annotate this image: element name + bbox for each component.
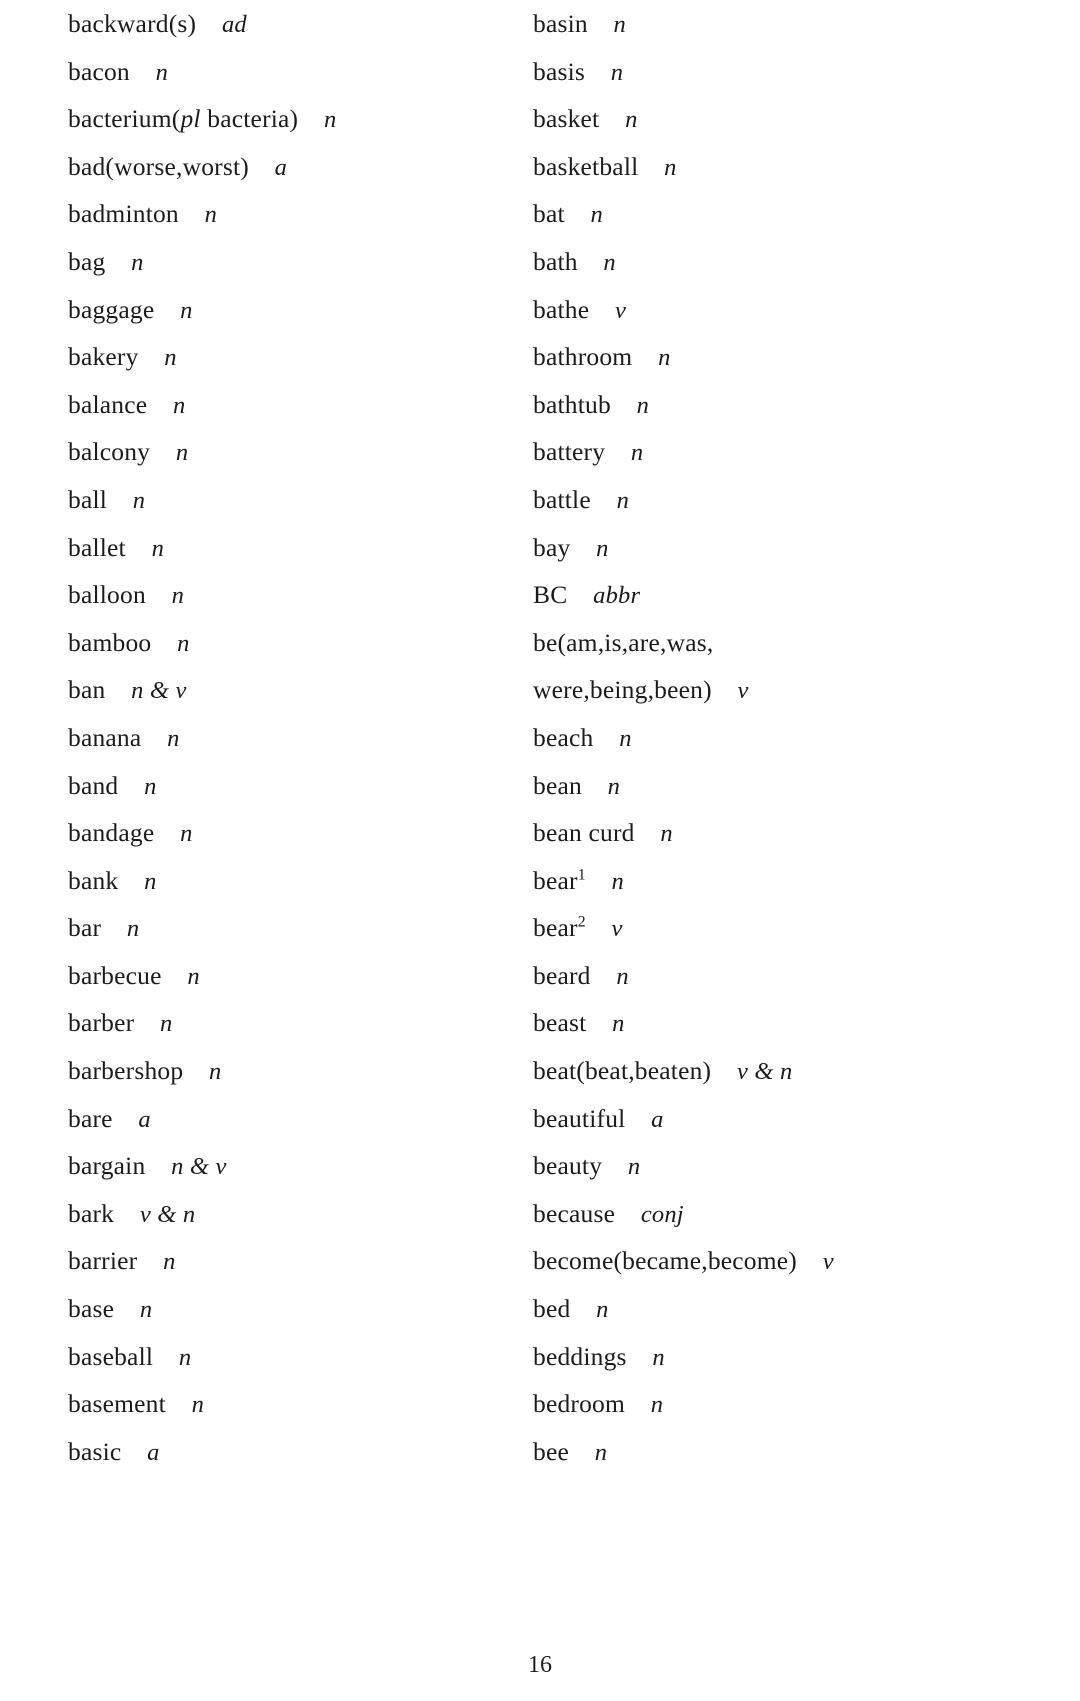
entry-part-of-speech: n	[172, 391, 186, 419]
entry-headword: bacterium(pl bacteria)	[68, 104, 299, 134]
dictionary-entry	[68, 333, 538, 381]
entry-headword: ban	[68, 675, 106, 705]
entry-part-of-speech: n	[625, 106, 638, 134]
dictionary-entry	[533, 1190, 1003, 1238]
dictionary-entry	[68, 428, 538, 476]
entry-inline-italic: pl	[180, 104, 201, 134]
entry-part-of-speech: v & n	[736, 1058, 793, 1086]
entry-headword: bean curd	[533, 818, 635, 848]
entry-part-of-speech: n	[612, 1010, 625, 1038]
dictionary-entry	[68, 857, 538, 905]
dictionary-entry	[533, 762, 1003, 810]
entry-headword: bar	[68, 913, 102, 943]
entry-part-of-speech: ad	[221, 11, 247, 38]
entry-headword: beat(beat,beaten)	[533, 1056, 712, 1086]
entry-headword: basketball	[533, 151, 639, 181]
entry-headword: bamboo	[68, 627, 152, 657]
entry-headword: beard	[533, 960, 591, 990]
entry-part-of-speech: n	[167, 724, 180, 752]
dictionary-entry	[68, 1190, 538, 1238]
entry-headword: bedroom	[533, 1389, 626, 1419]
entry-part-of-speech: n	[144, 772, 157, 800]
dictionary-entry	[533, 666, 1003, 714]
dictionary-entry	[68, 524, 538, 572]
entry-part-of-speech: n & v	[131, 677, 187, 705]
entry-headword: bay	[533, 532, 571, 562]
dictionary-entry	[68, 1285, 538, 1333]
entry-headword: barber	[68, 1008, 135, 1038]
dictionary-entry	[68, 143, 538, 191]
entry-part-of-speech: n	[191, 1391, 205, 1419]
entry-part-of-speech: abbr	[593, 582, 641, 610]
dictionary-entry	[533, 1428, 1003, 1476]
entry-headword: bathe	[533, 294, 590, 324]
entry-headword: bear$^2$	[533, 913, 586, 943]
word-list-column-left	[68, 0, 538, 1475]
entry-part-of-speech: n	[616, 486, 630, 514]
entry-headword: become(became,become)	[533, 1246, 797, 1276]
entry-headword: bank	[68, 865, 119, 895]
entry-part-of-speech: v	[611, 915, 623, 943]
dictionary-entry	[68, 381, 538, 429]
dictionary-entry	[68, 809, 538, 857]
entry-headword: baggage	[68, 294, 155, 324]
entry-headword: battle	[533, 484, 591, 514]
entry-headword: bakery	[68, 342, 139, 372]
entry-part-of-speech: conj	[640, 1200, 684, 1228]
entry-part-of-speech: n	[658, 344, 671, 372]
dictionary-entry	[68, 1095, 538, 1143]
entry-part-of-speech: a	[274, 153, 288, 181]
dictionary-entry	[533, 286, 1003, 334]
entry-part-of-speech: n	[650, 1391, 664, 1419]
entry-part-of-speech: n	[594, 1438, 608, 1466]
entry-headword: basement	[68, 1389, 166, 1419]
entry-headword: beast	[533, 1008, 587, 1038]
entry-part-of-speech: n	[652, 1343, 665, 1371]
dictionary-entry	[533, 571, 1003, 619]
entry-part-of-speech: n	[596, 534, 609, 562]
entry-part-of-speech: v	[822, 1248, 834, 1276]
entry-headword: bed	[533, 1294, 571, 1324]
entry-part-of-speech: n	[180, 296, 193, 324]
dictionary-entry	[68, 238, 538, 286]
dictionary-entry	[533, 1333, 1003, 1381]
entry-part-of-speech: n	[627, 1153, 641, 1181]
entry-headword: ball	[68, 484, 108, 514]
entry-part-of-speech: n	[131, 248, 144, 276]
entry-headword: beautiful	[533, 1103, 626, 1133]
dictionary-entry	[68, 1237, 538, 1285]
dictionary-entry	[68, 952, 538, 1000]
entry-headword: bat	[533, 199, 565, 229]
entry-headword: baseball	[68, 1341, 154, 1371]
dictionary-entry	[533, 714, 1003, 762]
entry-part-of-speech: v & n	[139, 1200, 196, 1228]
entry-headword: bean	[533, 770, 582, 800]
entry-headword: because	[533, 1198, 616, 1228]
dictionary-entry	[533, 1047, 1003, 1095]
entry-part-of-speech: n	[160, 1010, 173, 1038]
entry-headword: be(am,is,are,was,	[533, 627, 714, 657]
dictionary-entry	[68, 999, 538, 1047]
entry-part-of-speech: n	[178, 1343, 192, 1371]
word-list-column-right	[533, 0, 1003, 1475]
dictionary-entry	[533, 1237, 1003, 1285]
entry-part-of-speech: n	[603, 248, 616, 276]
dictionary-entry	[68, 190, 538, 238]
entry-part-of-speech: n	[596, 1296, 609, 1324]
entry-homograph-superscript: 1	[577, 866, 586, 884]
entry-part-of-speech: n	[187, 962, 200, 990]
entry-part-of-speech: n	[171, 582, 185, 610]
entry-part-of-speech: n	[630, 439, 644, 467]
entry-part-of-speech: n	[204, 201, 218, 229]
entry-headword: bathroom	[533, 342, 633, 372]
dictionary-entry	[533, 999, 1003, 1047]
entry-headword: basic	[68, 1436, 122, 1466]
entry-headword: beach	[533, 722, 594, 752]
dictionary-entry	[68, 1142, 538, 1190]
dictionary-entry	[533, 190, 1003, 238]
entry-headword: battery	[533, 437, 606, 467]
dictionary-entry	[533, 1142, 1003, 1190]
entry-part-of-speech: n	[660, 820, 673, 848]
entry-part-of-speech: n	[610, 58, 624, 86]
entry-headword: balloon	[68, 580, 146, 610]
dictionary-entry	[68, 1047, 538, 1095]
dictionary-entry	[68, 476, 538, 524]
entry-part-of-speech: n	[139, 1296, 153, 1324]
page-number: 16	[528, 1652, 552, 1678]
entry-part-of-speech: n	[209, 1058, 222, 1086]
entry-part-of-speech: n	[164, 344, 177, 372]
entry-part-of-speech: n	[155, 58, 169, 86]
entry-headword: banana	[68, 722, 142, 752]
entry-headword: bare	[68, 1103, 113, 1133]
dictionary-entry	[68, 286, 538, 334]
dictionary-entry	[533, 143, 1003, 191]
dictionary-entry	[68, 95, 538, 143]
entry-part-of-speech: n	[613, 11, 626, 38]
dictionary-entry	[533, 1380, 1003, 1428]
dictionary-entry	[533, 428, 1003, 476]
entry-headword: barbershop	[68, 1056, 184, 1086]
entry-headword: band	[68, 770, 119, 800]
entry-part-of-speech: n	[636, 391, 650, 419]
entry-headword: bark	[68, 1198, 115, 1228]
dictionary-entry	[533, 238, 1003, 286]
entry-part-of-speech: n	[616, 962, 629, 990]
dictionary-entry	[68, 619, 538, 667]
entry-headword: bacon	[68, 56, 130, 86]
dictionary-entry	[68, 1333, 538, 1381]
dictionary-entry	[68, 904, 538, 952]
dictionary-entry	[68, 571, 538, 619]
entry-part-of-speech: n	[132, 486, 146, 514]
entry-headword: bargain	[68, 1151, 146, 1181]
entry-headword: bad(worse,worst)	[68, 151, 249, 181]
entry-part-of-speech: n	[151, 534, 165, 562]
dictionary-entry	[533, 1095, 1003, 1143]
entry-part-of-speech: n	[180, 820, 193, 848]
entry-headword: BC	[533, 580, 568, 610]
entry-headword: bandage	[68, 818, 155, 848]
entry-part-of-speech: v	[737, 677, 749, 705]
dictionary-entry	[533, 476, 1003, 524]
entry-part-of-speech: a	[138, 1105, 151, 1133]
entry-part-of-speech: n	[126, 915, 140, 943]
entry-headword: bag	[68, 246, 106, 276]
dictionary-entry	[533, 48, 1003, 96]
entry-headword: beauty	[533, 1151, 603, 1181]
entry-part-of-speech: n	[619, 724, 632, 752]
dictionary-entry	[533, 952, 1003, 1000]
entry-homograph-superscript: 2	[577, 913, 586, 931]
entry-headword: barrier	[68, 1246, 138, 1276]
dictionary-entry	[533, 333, 1003, 381]
entry-headword: basis	[533, 56, 585, 86]
dictionary-entry	[533, 857, 1003, 905]
dictionary-entry	[533, 809, 1003, 857]
entry-headword: backward(s)	[68, 9, 197, 38]
dictionary-entry	[68, 666, 538, 714]
entry-headword: bee	[533, 1436, 569, 1466]
dictionary-entry	[68, 714, 538, 762]
entry-part-of-speech: a	[147, 1438, 160, 1466]
entry-part-of-speech: n & v	[171, 1153, 227, 1181]
dictionary-entry	[533, 95, 1003, 143]
entry-headword: base	[68, 1294, 115, 1324]
entry-headword: bear$^1$	[533, 865, 586, 895]
dictionary-entry	[533, 619, 1003, 667]
dictionary-entry	[68, 48, 538, 96]
entry-part-of-speech: n	[607, 772, 621, 800]
entry-part-of-speech: n	[144, 867, 157, 895]
entry-headword: barbecue	[68, 960, 162, 990]
entry-part-of-speech: n	[323, 106, 337, 134]
entry-headword: bath	[533, 246, 578, 276]
entry-part-of-speech: n	[611, 867, 624, 895]
dictionary-entry	[68, 1380, 538, 1428]
entry-part-of-speech: a	[651, 1105, 664, 1133]
entry-headword: balcony	[68, 437, 151, 467]
entry-headword: basket	[533, 104, 600, 134]
dictionary-entry	[533, 524, 1003, 572]
entry-part-of-speech: n	[163, 1248, 176, 1276]
entry-headword: beddings	[533, 1341, 627, 1371]
entry-part-of-speech: n	[177, 629, 190, 657]
dictionary-entry	[68, 762, 538, 810]
dictionary-entry	[68, 1428, 538, 1476]
entry-headword: ballet	[68, 532, 126, 562]
dictionary-entry	[533, 904, 1003, 952]
entry-headword: basin	[533, 9, 588, 38]
entry-part-of-speech: n	[664, 153, 677, 181]
entry-headword: were,being,been)	[533, 675, 712, 705]
entry-part-of-speech: n	[590, 201, 603, 229]
entry-part-of-speech: n	[175, 439, 189, 467]
dictionary-entry	[533, 381, 1003, 429]
entry-headword: badminton	[68, 199, 179, 229]
dictionary-entry	[533, 0, 1003, 48]
entry-headword: bathtub	[533, 389, 611, 419]
dictionary-entry	[68, 0, 538, 48]
dictionary-entry	[533, 1285, 1003, 1333]
entry-headword: balance	[68, 389, 148, 419]
entry-part-of-speech: v	[614, 296, 627, 324]
